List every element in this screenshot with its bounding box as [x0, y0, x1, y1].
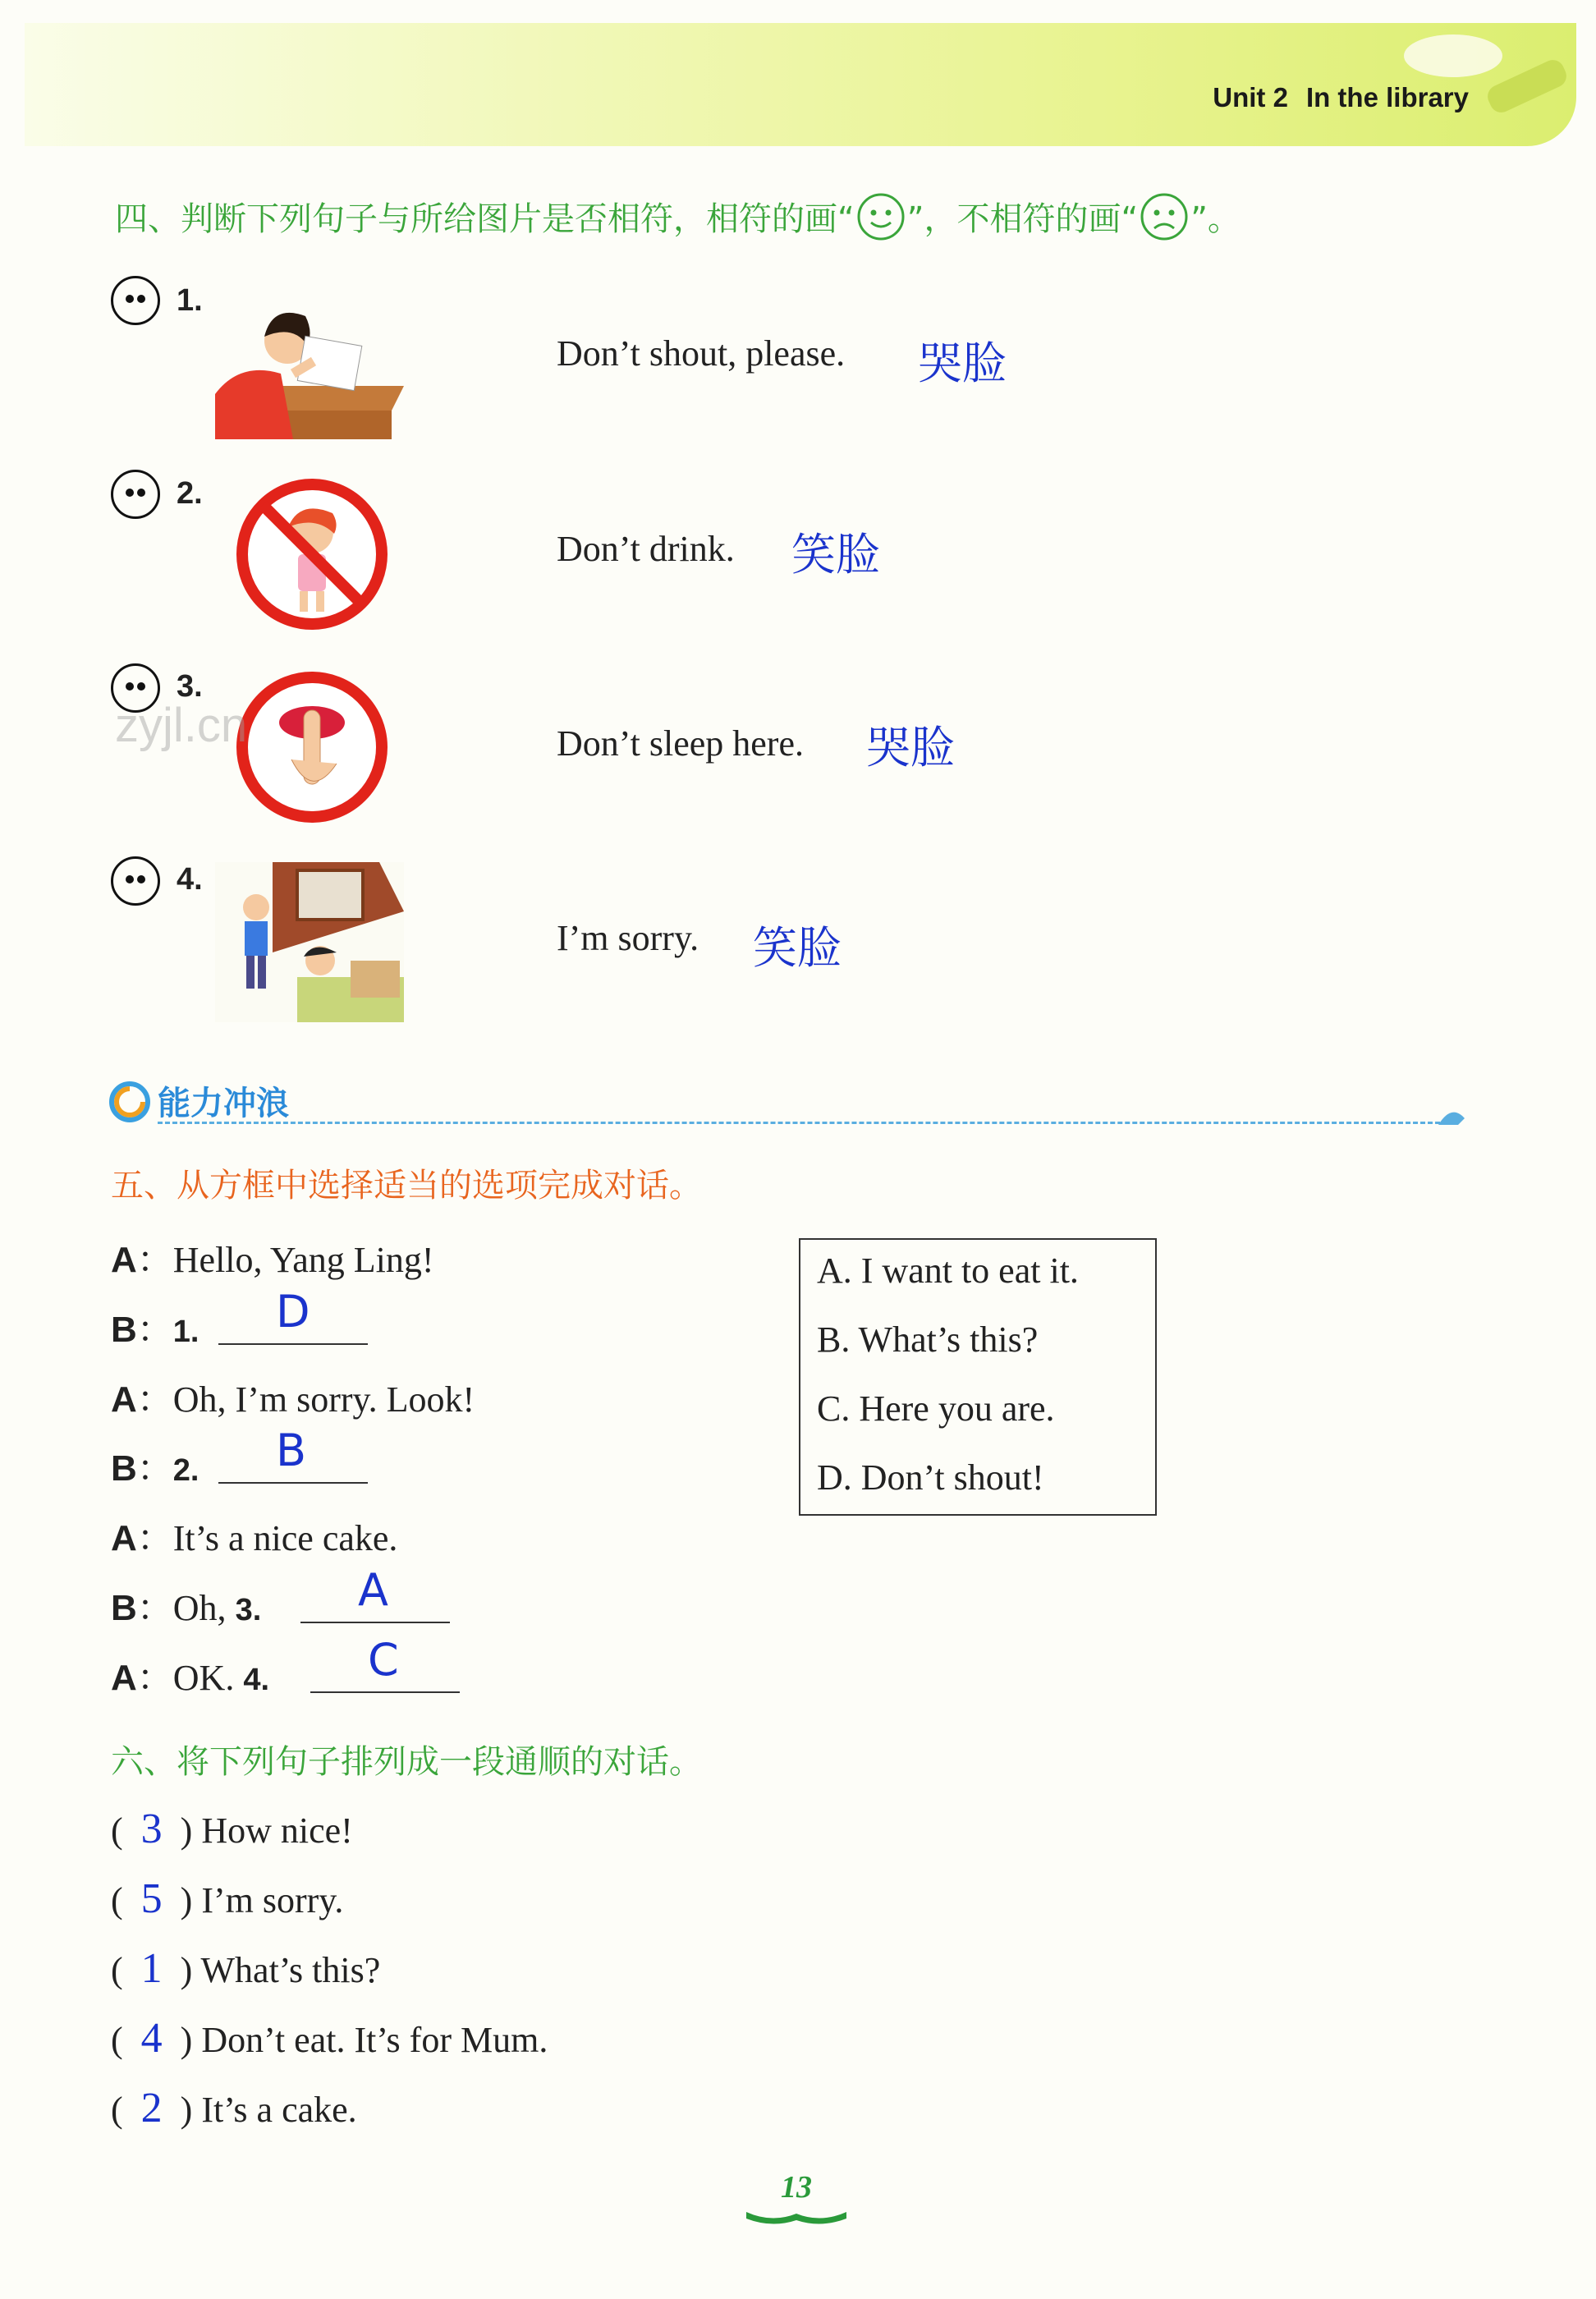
colon: ：: [136, 1518, 173, 1558]
quiet-sign: [234, 669, 390, 825]
answer-blank: [218, 1343, 368, 1345]
order-answer: 4: [140, 2015, 163, 2062]
answer-2: 笑脸: [791, 529, 880, 580]
unit-label: Unit 2: [1213, 82, 1288, 112]
colon: ：: [136, 1588, 173, 1628]
line-text: Oh, I’m sorry. Look!: [172, 1379, 475, 1420]
colon: ：: [136, 1240, 173, 1280]
face-placeholder-icon: [111, 276, 160, 325]
option-c: C. Here you are.: [817, 1388, 1055, 1429]
order-text: It’s a cake.: [201, 2090, 357, 2130]
ability-icon: [108, 1081, 151, 1123]
dialog-line-3: [111, 1370, 475, 1422]
order-item: ( 2 ) It’s a cake.: [111, 2085, 357, 2132]
blank-number: 2.: [172, 1453, 200, 1488]
smile-face-icon: [855, 192, 907, 241]
sentence-4: I’m sorry.: [557, 918, 699, 958]
order-answer: 2: [140, 2085, 163, 2132]
line-text: Oh,: [172, 1588, 227, 1628]
face-placeholder-icon: [111, 856, 160, 906]
answer-blank: [310, 1691, 460, 1693]
blank-number: 3.: [235, 1593, 262, 1627]
colon: ：: [136, 1448, 173, 1489]
dialog-line-6: [111, 1578, 261, 1631]
section4-title-a: 四、判断下列句子与所给图片是否相符，相符的画“: [115, 200, 855, 238]
sentence-2: Don’t drink.: [557, 529, 735, 569]
option-a: A. I want to eat it.: [817, 1250, 1079, 1291]
order-item: ( 4 ) Don’t eat. It’s for Mum.: [111, 2015, 548, 2062]
speaker: B: [111, 1310, 137, 1350]
item-number: 3.: [177, 669, 203, 704]
speaker: A: [111, 1379, 137, 1420]
order-answer: 1: [140, 1945, 163, 1992]
answer-3: 哭脸: [866, 722, 955, 773]
library-scene-picture: [215, 862, 404, 1022]
line-text: Hello, Yang Ling!: [172, 1240, 434, 1280]
item-number: 2.: [177, 476, 203, 511]
no-drinking-sign: [234, 476, 390, 632]
order-text: Don’t eat. It’s for Mum.: [201, 2020, 548, 2060]
blank-number: 4.: [243, 1663, 270, 1697]
section6-title: 六、将下列句子排列成一段通顺的对话。: [111, 1743, 702, 1781]
ability-divider: [158, 1122, 1455, 1124]
watermark: zyjl.cn: [115, 699, 248, 752]
dialog-line-7: [111, 1648, 269, 1700]
wave-icon: [1435, 1100, 1468, 1133]
colon: ：: [136, 1379, 173, 1420]
header-title: [1213, 82, 1469, 113]
order-text: How nice!: [201, 1810, 353, 1851]
option-d: D. Don’t shout!: [817, 1457, 1044, 1498]
blank-answer-4: C: [368, 1634, 399, 1686]
blank-answer-3: A: [358, 1564, 388, 1616]
blank-answer-2: B: [276, 1425, 307, 1476]
sentence-3: Don’t sleep here.: [557, 723, 804, 764]
sad-face-icon: [1138, 192, 1190, 241]
speaker: A: [111, 1518, 137, 1558]
book-icon: [743, 2207, 850, 2227]
section4-title-c: ”。: [1190, 200, 1241, 238]
blank-number: 1.: [172, 1315, 200, 1349]
section4-title: [115, 192, 1241, 241]
order-item: ( 3 ) How nice!: [111, 1806, 353, 1852]
line-text: OK.: [172, 1658, 235, 1698]
section4-title-b: ”，不相符的画“: [906, 200, 1139, 238]
item-number: 4.: [177, 862, 203, 897]
line-text: It’s a nice cake.: [172, 1518, 398, 1558]
ability-title: 能力冲浪: [158, 1085, 289, 1122]
speaker: B: [111, 1588, 137, 1628]
order-text: What’s this?: [200, 1950, 381, 1990]
answer-4: 笑脸: [753, 922, 842, 974]
speaker: A: [111, 1240, 137, 1280]
order-text: I’m sorry.: [201, 1880, 344, 1920]
colon: ：: [136, 1310, 173, 1350]
order-answer: 3: [140, 1806, 163, 1852]
dialog-line-4: [111, 1439, 199, 1491]
speaker: A: [111, 1658, 137, 1698]
answer-blank: [300, 1622, 450, 1623]
page-number: 13: [781, 2170, 812, 2205]
order-item: ( 5 ) I’m sorry.: [111, 1875, 344, 1922]
order-item: ( 1 ) What’s this?: [111, 1945, 381, 1992]
dialog-line-1: [111, 1230, 434, 1283]
boy-reading-picture: [215, 296, 404, 439]
dialog-line-5: [111, 1508, 397, 1561]
answer-blank: [218, 1482, 368, 1484]
dialog-line-2: [111, 1300, 199, 1352]
blank-answer-1: D: [276, 1286, 310, 1338]
colon: ：: [136, 1658, 173, 1698]
speaker: B: [111, 1448, 137, 1489]
section5-title: 五、从方框中选择适当的选项完成对话。: [111, 1167, 702, 1205]
answer-1: 哭脸: [918, 337, 1007, 389]
unit-title: In the library: [1305, 82, 1469, 112]
option-b: B. What’s this?: [817, 1319, 1039, 1360]
item-number: 1.: [177, 283, 203, 318]
sentence-1: Don’t shout, please.: [557, 333, 846, 374]
face-placeholder-icon: [111, 470, 160, 519]
order-answer: 5: [140, 1875, 163, 1922]
